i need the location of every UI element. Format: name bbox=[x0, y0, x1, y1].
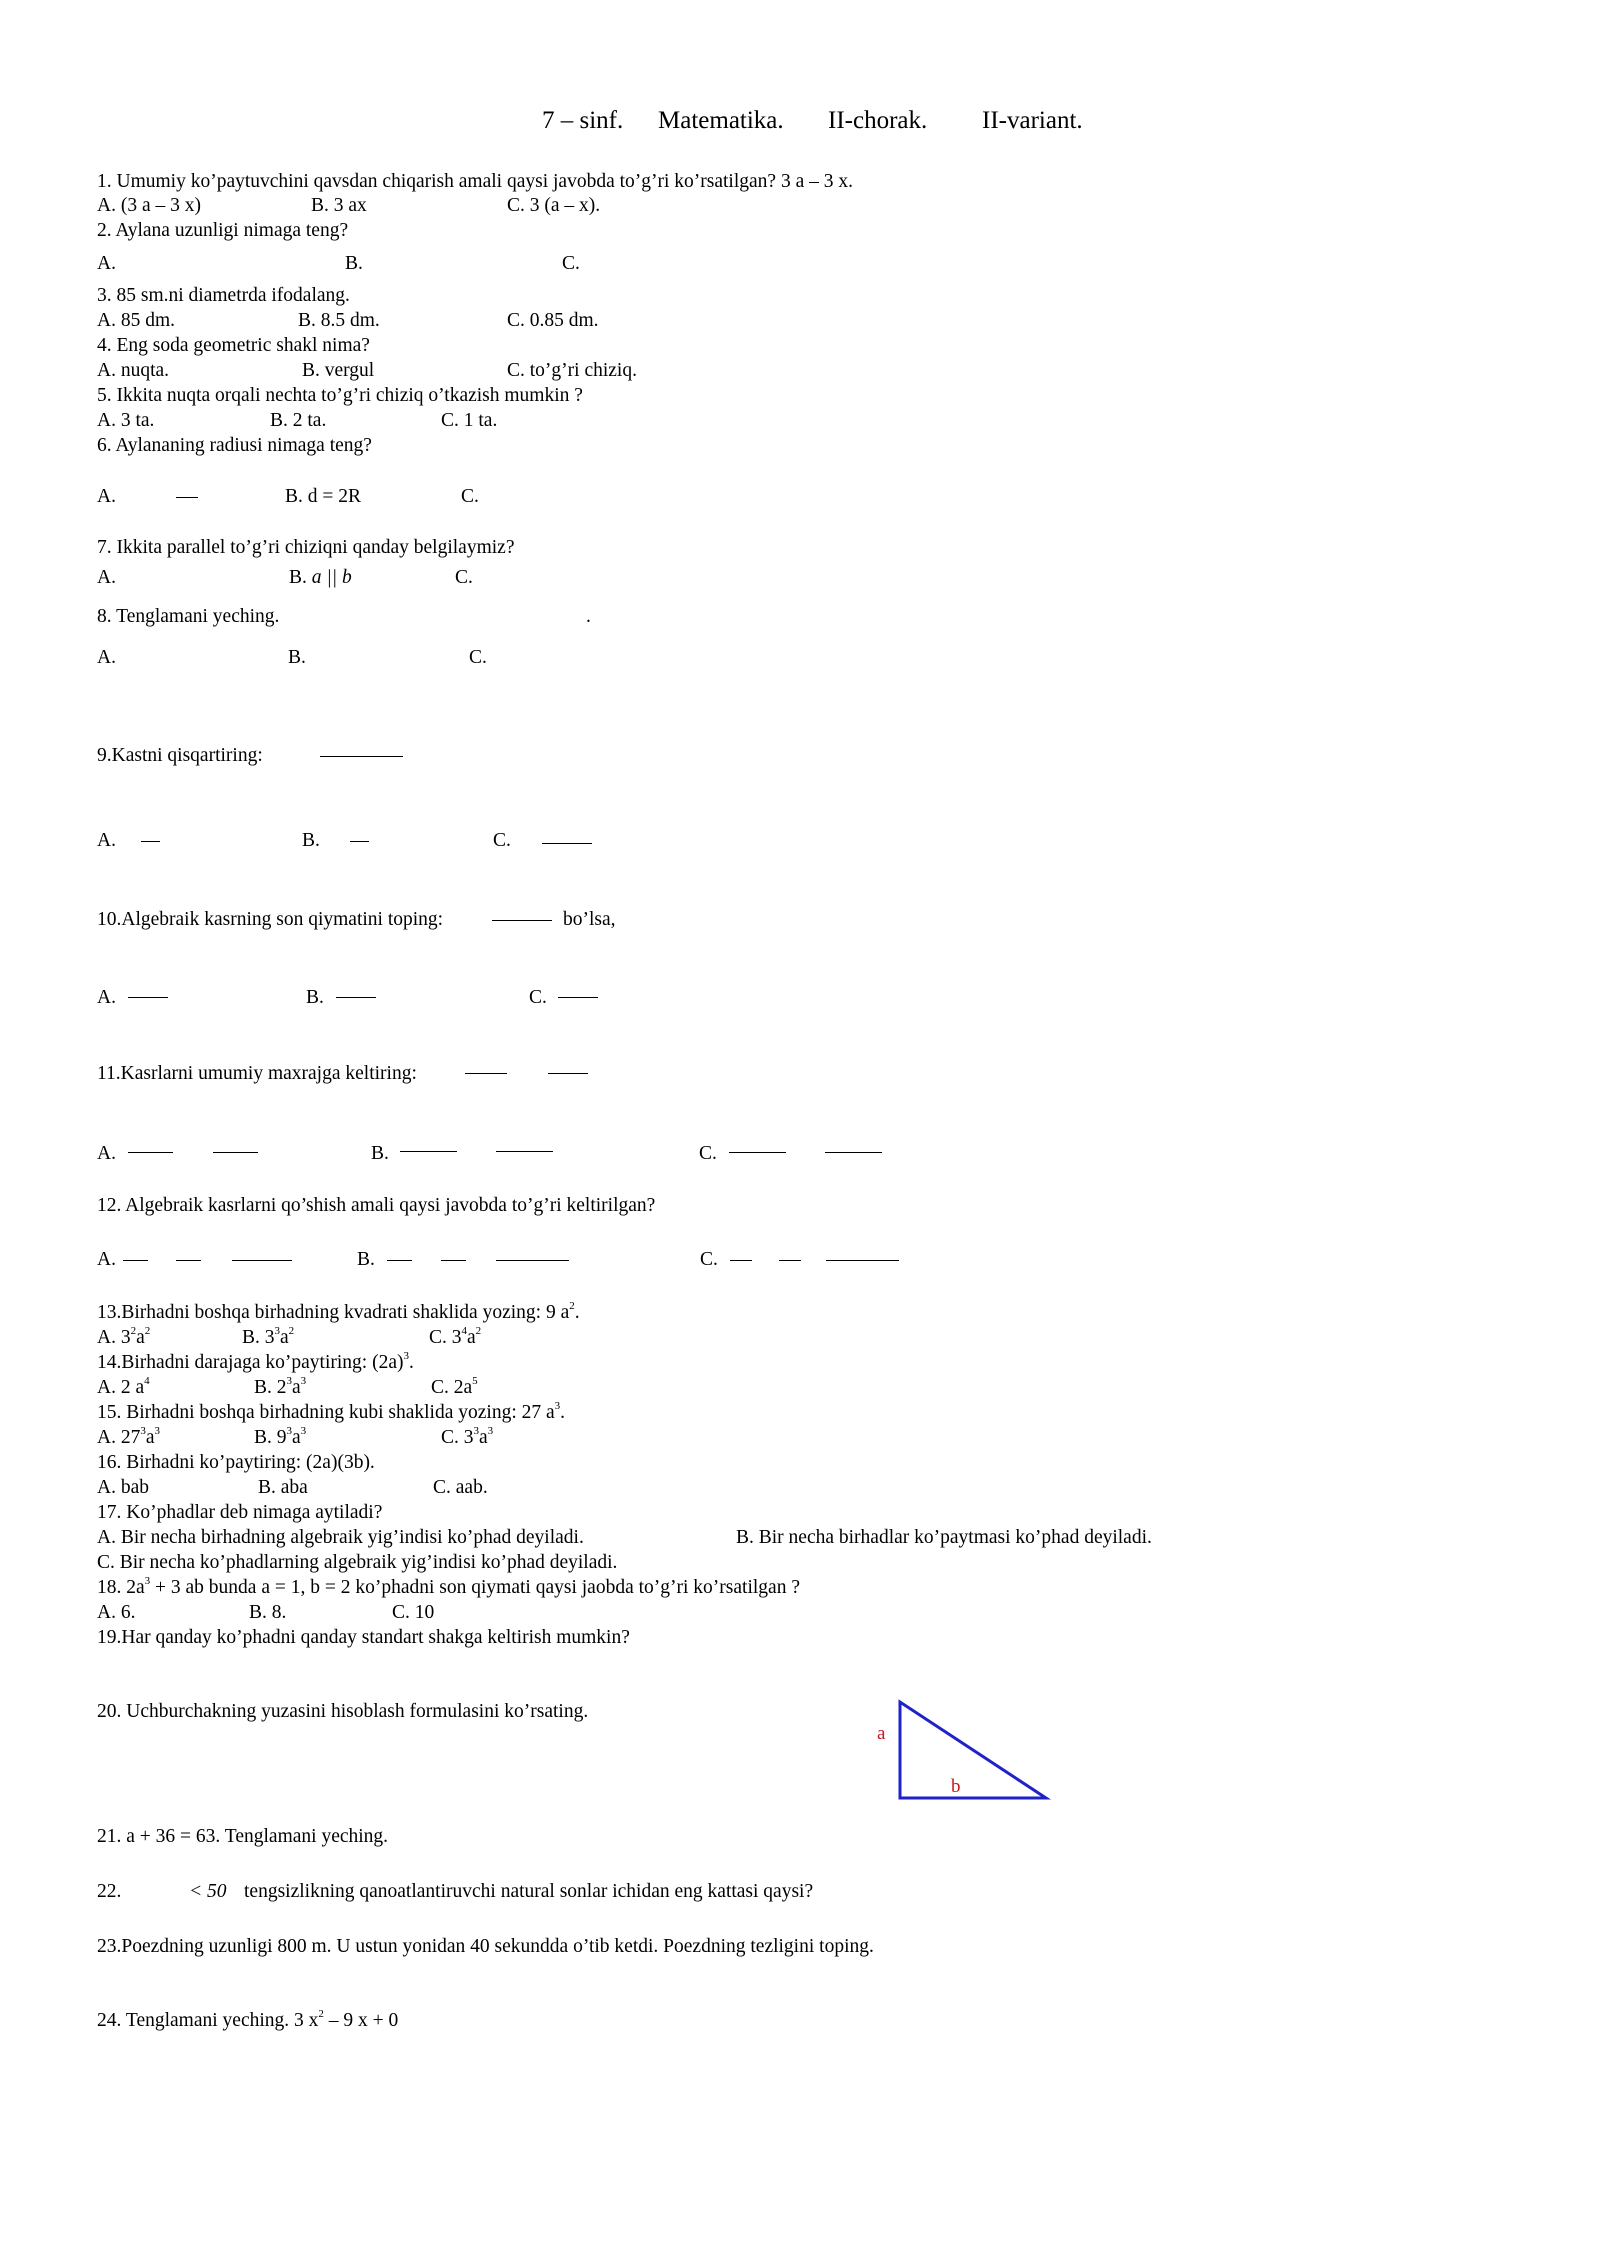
q18-option-a: A. 6. bbox=[97, 1602, 136, 1623]
q12-option-b-fraction-bar-3 bbox=[496, 1260, 569, 1261]
q16-option-a: A. bab bbox=[97, 1477, 149, 1498]
question-18-exp: 3 bbox=[144, 1575, 151, 1587]
q10-option-c-fraction-bar bbox=[558, 997, 598, 998]
q1-option-c: C. 3 (a – x). bbox=[507, 195, 601, 216]
q13-c-var: a bbox=[467, 1327, 476, 1348]
q13-option-c bbox=[429, 1325, 482, 1348]
q11-option-b: B. bbox=[371, 1143, 389, 1164]
question-24 bbox=[97, 2008, 399, 2031]
question-6: 6. Aylananing radiusi nimaga teng? bbox=[97, 435, 372, 456]
q2-option-a: A. bbox=[97, 253, 116, 274]
q15-a-e1: 3 bbox=[140, 1425, 146, 1437]
q11-option-b-fraction-bar-2 bbox=[496, 1151, 553, 1152]
q10-option-b: B. bbox=[306, 987, 324, 1008]
question-2: 2. Aylana uzunligi nimaga teng? bbox=[97, 220, 349, 241]
q15-a-e2: 3 bbox=[154, 1425, 160, 1437]
question-5: 5. Ikkita nuqta orqali nechta to’g’ri chiziq o’tkazish mumkin ? bbox=[97, 385, 583, 406]
q14-a-e1: 4 bbox=[144, 1375, 150, 1387]
q6-option-c: C. bbox=[461, 486, 479, 507]
question-18-pre: 18. 2a bbox=[97, 1577, 145, 1598]
q11-option-c: C. bbox=[699, 1143, 717, 1164]
q15-c-e2: 3 bbox=[487, 1425, 494, 1437]
q11-option-c-fraction-bar-2 bbox=[825, 1152, 882, 1153]
q11-option-c-fraction-bar-1 bbox=[729, 1152, 786, 1153]
question-24-pre: 24. Tenglamani yeching. 3 x bbox=[97, 2010, 319, 2031]
q14-b-e2: 3 bbox=[300, 1375, 307, 1387]
q12-option-a-fraction-bar-3 bbox=[232, 1260, 292, 1261]
question-22-inequality: < 50 bbox=[189, 1881, 227, 1902]
q9-option-a-fraction-bar bbox=[141, 841, 160, 842]
question-11: 11.Kasrlarni umumiy maxrajga keltiring: bbox=[97, 1063, 417, 1084]
q4-option-a: A. nuqta. bbox=[97, 360, 170, 381]
q2-option-c: C. bbox=[562, 253, 580, 274]
question-4: 4. Eng soda geometric shakl nima? bbox=[97, 335, 370, 356]
q4-option-c: C. to’g’ri chiziq. bbox=[507, 360, 637, 381]
q18-option-b: B. 8. bbox=[249, 1602, 287, 1623]
question-17: 17. Ko’phadlar deb nimaga aytiladi? bbox=[97, 1502, 383, 1523]
q9-option-b-fraction-bar bbox=[350, 841, 369, 842]
q15-b-e1: 3 bbox=[286, 1425, 293, 1437]
q10-option-b-fraction-bar bbox=[336, 997, 376, 998]
q18-option-c: C. 10 bbox=[392, 1602, 435, 1623]
right-triangle-diagram bbox=[860, 1690, 1060, 1810]
question-1: 1. Umumiy ko’paytuvchini qavsdan chiqarish amali qaysi javobda to’g’ri ko’rsatilgan? 3 a – 3 x. bbox=[97, 171, 853, 192]
q15-b-var: a bbox=[292, 1427, 301, 1448]
question-13-text: 13.Birhadni boshqa birhadning kvadrati shaklida yozing: bbox=[97, 1302, 542, 1323]
q15-b-pre: B. 9 bbox=[254, 1427, 287, 1448]
q15-a-var: a bbox=[145, 1427, 155, 1448]
q13-a-e1: 2 bbox=[130, 1325, 137, 1337]
q10-option-c: C. bbox=[529, 987, 547, 1008]
q9-fraction-bar bbox=[320, 756, 403, 757]
triangle-shape bbox=[900, 1702, 1046, 1798]
question-14-exp: 3 bbox=[403, 1350, 409, 1362]
q9-option-c: C. bbox=[493, 830, 511, 851]
question-22-number: 22. bbox=[97, 1881, 122, 1902]
question-15 bbox=[97, 1400, 566, 1423]
header-subject: Matematika. bbox=[658, 107, 784, 134]
q12-option-b-fraction-bar-2 bbox=[441, 1260, 466, 1261]
question-13-base: 9 a bbox=[545, 1302, 570, 1323]
question-22-text: tengsizlikning qanoatlantiruvchi natural sonlar ichidan eng kattasi qaysi? bbox=[244, 1881, 814, 1902]
q11-option-a: A. bbox=[97, 1143, 116, 1164]
q14-option-a bbox=[97, 1375, 150, 1398]
q12-option-b: B. bbox=[357, 1249, 375, 1270]
question-14-text: 14.Birhadni darajaga ko’paytiring: (2a) bbox=[97, 1352, 404, 1373]
q10-option-a: A. bbox=[97, 987, 116, 1008]
q15-a-pre: A. 27 bbox=[97, 1427, 141, 1448]
q12-option-a-fraction-bar-1 bbox=[123, 1260, 148, 1261]
q2-option-b: B. bbox=[345, 253, 363, 274]
q13-a-e2: 2 bbox=[144, 1325, 151, 1337]
q6-option-b: B. d = 2R bbox=[285, 486, 362, 507]
q7-option-c: C. bbox=[455, 567, 473, 588]
q14-b-e1: 3 bbox=[286, 1375, 293, 1387]
q12-option-c-fraction-bar-2 bbox=[779, 1260, 801, 1261]
q7-option-b-label: B. bbox=[289, 567, 307, 588]
question-16: 16. Birhadni ko’paytiring: (2a)(3b). bbox=[97, 1452, 375, 1473]
q14-c-pre: C. 2a bbox=[431, 1377, 473, 1398]
q15-option-b bbox=[254, 1425, 307, 1448]
q13-a-var: a bbox=[136, 1327, 145, 1348]
q11-option-a-fraction-bar-2 bbox=[213, 1152, 258, 1153]
q11-option-b-fraction-bar-1 bbox=[400, 1151, 457, 1152]
q13-option-a bbox=[97, 1325, 151, 1348]
q12-option-c: C. bbox=[700, 1249, 718, 1270]
q5-option-c: C. 1 ta. bbox=[441, 410, 498, 431]
q6-fraction-bar bbox=[176, 497, 198, 498]
q17-option-b: B. Bir necha birhadlar ko’paytmasi ko’phad deyiladi. bbox=[736, 1527, 1152, 1548]
q5-option-b: B. 2 ta. bbox=[270, 410, 327, 431]
q15-c-var: a bbox=[479, 1427, 488, 1448]
question-12: 12. Algebraik kasrlarni qo’shish amali qaysi javobda to’g’ri keltirilgan? bbox=[97, 1195, 656, 1216]
q16-option-c: C. aab. bbox=[433, 1477, 488, 1498]
q7-option-b-formula: a || b bbox=[311, 567, 352, 588]
q17-option-a: A. Bir necha birhadning algebraik yig’indisi ko’phad deyiladi. bbox=[97, 1527, 584, 1548]
question-18-rest: + 3 ab bunda a = 1, b = 2 ko’phadni son qiymati qaysi jaobda to’g’ri ko’rsatilgan ? bbox=[150, 1577, 800, 1598]
q9-option-b: B. bbox=[302, 830, 320, 851]
q11-fraction-bar-1 bbox=[465, 1073, 507, 1074]
q13-option-b bbox=[242, 1325, 295, 1348]
question-15-text: 15. Birhadni boshqa birhadning kubi shaklida yozing: bbox=[97, 1402, 517, 1423]
q10-option-a-fraction-bar bbox=[128, 997, 168, 998]
q13-a-pre: A. 3 bbox=[97, 1327, 131, 1348]
q14-b-var: a bbox=[292, 1377, 301, 1398]
q8-option-c: C. bbox=[469, 647, 487, 668]
q15-option-c bbox=[441, 1425, 494, 1448]
q14-a-pre: A. 2 a bbox=[97, 1377, 145, 1398]
question-15-exp: 3 bbox=[554, 1400, 561, 1412]
q13-b-e1: 3 bbox=[274, 1325, 281, 1337]
q9-option-c-fraction-bar bbox=[542, 843, 592, 844]
question-8: 8. Tenglamani yeching. bbox=[97, 606, 280, 627]
header-grade: 7 – sinf. bbox=[542, 107, 624, 134]
q5-option-a: A. 3 ta. bbox=[97, 410, 155, 431]
question-21: 21. a + 36 = 63. Tenglamani yeching. bbox=[97, 1826, 389, 1847]
q9-option-a: A. bbox=[97, 830, 116, 851]
question-23: 23.Poezdning uzunligi 800 m. U ustun yonidan 40 sekundda o’tib ketdi. Poezdning tezligini toping. bbox=[97, 1936, 874, 1957]
question-18 bbox=[97, 1575, 800, 1598]
q8-option-a: A. bbox=[97, 647, 116, 668]
q13-b-e2: 2 bbox=[288, 1325, 295, 1337]
q11-fraction-bar-2 bbox=[548, 1073, 588, 1074]
q12-option-a-fraction-bar-2 bbox=[176, 1260, 201, 1261]
q13-b-var: a bbox=[280, 1327, 289, 1348]
question-13-exp: 2 bbox=[569, 1300, 575, 1312]
q3-option-a: A. 85 dm. bbox=[97, 310, 175, 331]
triangle-label-a: a bbox=[877, 1723, 886, 1744]
q12-option-c-fraction-bar-3 bbox=[826, 1260, 899, 1261]
question-7: 7. Ikkita parallel to’g’ri chiziqni qanday belgilaymiz? bbox=[97, 537, 515, 558]
q3-option-b: B. 8.5 dm. bbox=[298, 310, 380, 331]
q10-condition-suffix: bo’lsa, bbox=[563, 909, 616, 930]
q6-option-a: A. bbox=[97, 486, 116, 507]
q12-option-c-fraction-bar-1 bbox=[730, 1260, 752, 1261]
q14-c-e1: 5 bbox=[472, 1375, 478, 1387]
q1-option-b: B. 3 ax bbox=[311, 195, 367, 216]
question-14-end: . bbox=[408, 1352, 414, 1373]
q8-option-b: B. bbox=[288, 647, 306, 668]
q14-option-c bbox=[431, 1375, 478, 1398]
question-15-base: 27 a bbox=[521, 1402, 555, 1423]
question-24-exp: 2 bbox=[318, 2008, 324, 2020]
q14-b-pre: B. 2 bbox=[254, 1377, 287, 1398]
question-9: 9.Kastni qisqartiring: bbox=[97, 745, 263, 766]
q1-option-a: A. (3 a – 3 x) bbox=[97, 195, 201, 216]
question-14 bbox=[97, 1350, 414, 1373]
q14-option-b bbox=[254, 1375, 307, 1398]
q7-option-b bbox=[289, 568, 352, 588]
question-13 bbox=[97, 1300, 580, 1323]
q16-option-b: B. aba bbox=[258, 1477, 308, 1498]
q8-dot: . bbox=[586, 606, 591, 627]
question-10: 10.Algebraik kasrning son qiymatini toping: bbox=[97, 909, 444, 930]
triangle-label-b: b bbox=[951, 1776, 961, 1797]
q15-c-e1: 3 bbox=[473, 1425, 480, 1437]
q10-fraction-bar bbox=[492, 920, 552, 921]
question-24-rest: – 9 x + 0 bbox=[323, 2010, 399, 2031]
q15-c-pre: C. 3 bbox=[441, 1427, 474, 1448]
question-3: 3. 85 sm.ni diametrda ifodalang. bbox=[97, 285, 350, 306]
q11-option-a-fraction-bar-1 bbox=[128, 1152, 173, 1153]
question-15-end: . bbox=[560, 1402, 566, 1423]
q12-option-a: A. bbox=[97, 1249, 116, 1270]
header-variant: II-variant. bbox=[982, 107, 1083, 134]
q12-option-b-fraction-bar-1 bbox=[387, 1260, 412, 1261]
question-19: 19.Har qanday ko’phadni qanday standart shakga keltirish mumkin? bbox=[97, 1627, 630, 1648]
q15-b-e2: 3 bbox=[300, 1425, 307, 1437]
header-quarter: II-chorak. bbox=[828, 107, 928, 134]
q7-option-a: A. bbox=[97, 567, 116, 588]
question-20: 20. Uchburchakning yuzasini hisoblash formulasini ko’rsating. bbox=[97, 1701, 589, 1722]
question-13-end: . bbox=[574, 1302, 580, 1323]
q13-c-e1: 4 bbox=[461, 1325, 468, 1337]
q17-option-c: C. Bir necha ko’phadlarning algebraik yig’indisi ko’phad deyiladi. bbox=[97, 1552, 618, 1573]
q13-c-pre: C. 3 bbox=[429, 1327, 462, 1348]
q3-option-c: C. 0.85 dm. bbox=[507, 310, 599, 331]
q13-b-pre: B. 3 bbox=[242, 1327, 275, 1348]
q15-option-a bbox=[97, 1425, 160, 1448]
q13-c-e2: 2 bbox=[475, 1325, 482, 1337]
q4-option-b: B. vergul bbox=[302, 360, 375, 381]
